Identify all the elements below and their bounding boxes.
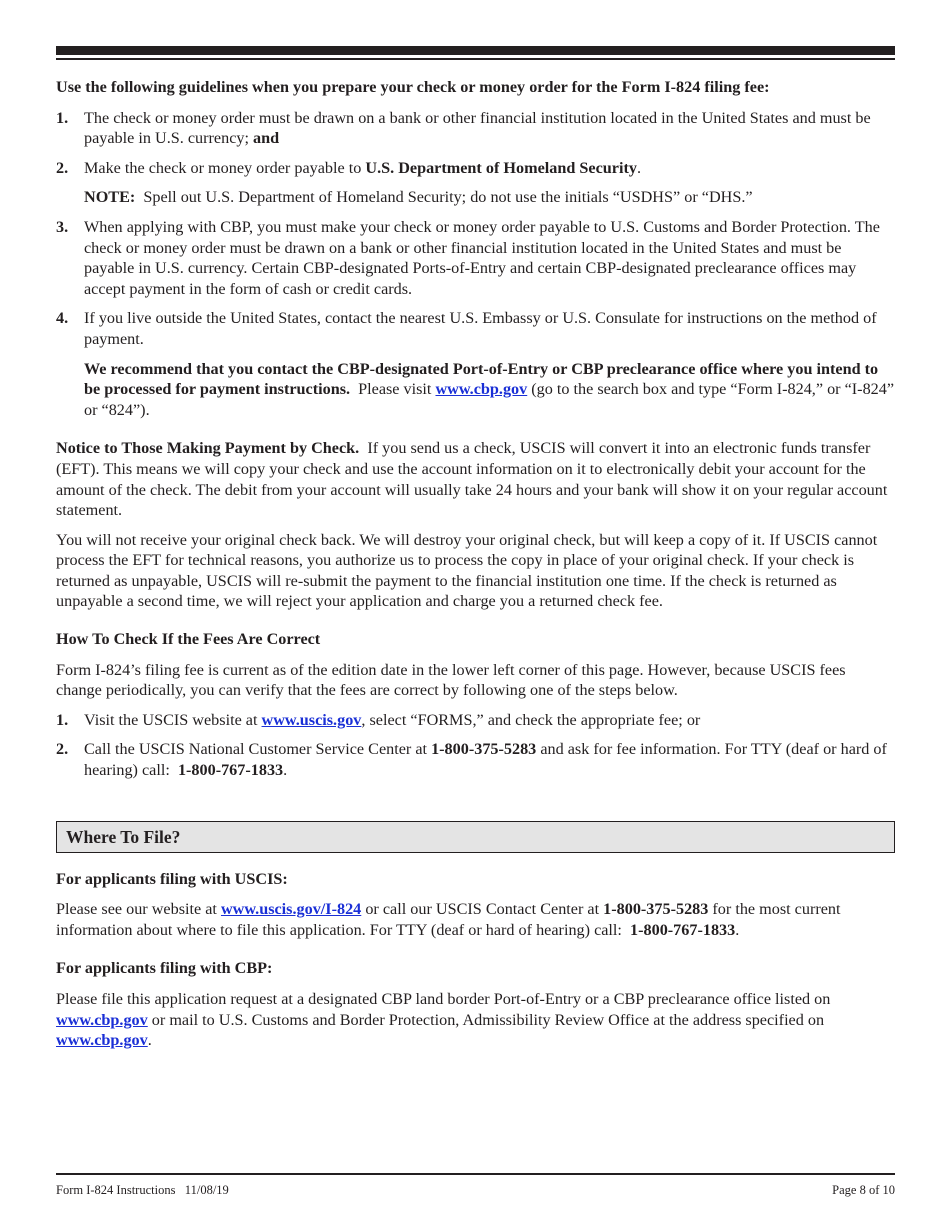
list-number: 2. bbox=[56, 158, 69, 177]
header-rule-thick bbox=[56, 46, 895, 55]
uscis-filing-heading: For applicants filing with USCIS: bbox=[56, 869, 288, 888]
list-number: 1. bbox=[56, 108, 69, 127]
fees-paragraph: Form I-824’s filing fee is current as of the edition date in the lower left corner of this page. However, because USCIS fees change periodically, you can verify that the fees are correct by following one of the steps below. bbox=[56, 660, 846, 700]
page-content bbox=[56, 46, 895, 1051]
recommend-paragraph: We recommend that you contact the CBP-designated Port-of-Entry or CBP preclearance office where you intend to be processed for payment instructions. Please visit www.cbp.gov (go to the search box and type “Form I-824,” or “I-824” or “824”). bbox=[84, 359, 895, 419]
returned-check-paragraph: You will not receive your original check back. We will destroy your original check, but will keep a copy of it. If USCIS cannot process the EFT for technical reasons, you authorize us to process the copy in place of your original check. If your check is returned as unpayable, USCIS will re-submit the payment to the financial institution one time. If the check is returned as unpayable a second time, we will reject your application and charge you a returned check fee. bbox=[56, 530, 878, 611]
guideline-item-1: 1. The check or money order must be drawn on a bank or other financial institution located in the United States and must be payable in U.S. currency; and bbox=[56, 108, 871, 148]
cbp-filing-paragraph: Please file this application request at a designated CBP land border Port-of-Entry or a CBP preclearance office listed on www.cbp.gov or mail to U.S. Customs and Border Protection, Admissibility Review Office at the address specified on www.cbp.gov. bbox=[56, 990, 831, 1050]
footer-form-edition: Form I-824 Instructions 11/08/19 bbox=[56, 1183, 229, 1197]
list-number: 3. bbox=[56, 217, 69, 236]
note-paragraph: NOTE: Spell out U.S. Department of Homeland Security; do not use the initials “USDHS” or “DHS.” bbox=[84, 188, 753, 207]
cbp-link[interactable]: www.cbp.gov bbox=[435, 380, 528, 399]
fees-heading: How To Check If the Fees Are Correct bbox=[56, 630, 321, 649]
footer-rule bbox=[56, 1173, 895, 1175]
uscis-link[interactable]: www.uscis.gov bbox=[261, 710, 362, 729]
cbp-link-2[interactable]: www.cbp.gov bbox=[56, 1031, 148, 1050]
list-number: 4. bbox=[56, 309, 69, 328]
where-to-file-section-header: Where To File? bbox=[56, 821, 895, 853]
cbp-filing-heading: For applicants filing with CBP: bbox=[56, 959, 273, 978]
uscis-i824-link[interactable]: www.uscis.gov/I-824 bbox=[220, 900, 362, 919]
notice-paragraph: Notice to Those Making Payment by Check. If you send us a check, USCIS will convert it into an electronic funds transfer (EFT). This means we will copy your check and use the account information on it to electronically debit your account for the amount of the check. The debit from your account will usually take 24 hours and your bank will show it on your regular account statement. bbox=[56, 439, 888, 520]
fee-guidelines-intro: Use the following guidelines when you prepare your check or money order for the Form I-824 filing fee: bbox=[56, 78, 770, 96]
list-number: 1. bbox=[56, 710, 69, 729]
fees-item-2: 2. Call the USCIS National Customer Service Center at 1-800-375-5283 and ask for fee information. For TTY (deaf or hard of hearing) call: 1-800-767-1833. bbox=[56, 740, 887, 780]
uscis-filing-paragraph: Please see our website at www.uscis.gov/I-824 or call our USCIS Contact Center at 1-800-375-5283 for the most current information about where to file this application. For TTY (deaf or hard of hearing) call: 1-800-767-1833. bbox=[56, 900, 841, 939]
header-rule-thin bbox=[56, 58, 895, 60]
fees-item-1: 1. Visit the USCIS website at www.uscis.gov, select “FORMS,” and check the appropriate fee; or bbox=[56, 710, 701, 729]
guideline-item-2: 2. Make the check or money order payable to U.S. Department of Homeland Security. bbox=[56, 158, 641, 177]
guideline-item-3: 3. When applying with CBP, you must make your check or money order payable to U.S. Customs and Border Protection. The check or money order must be drawn on a bank or other financial institution located in the United States and must be payable in U.S. currency. Certain CBP-designated Ports-of-Entry and certain CBP-designated preclearance offices may accept payment in the form of cash or credit cards. bbox=[56, 217, 880, 298]
guideline-item-4: 4. If you live outside the United States, contact the nearest U.S. Embassy or U.S. Consulate for instructions on the method of payment. bbox=[56, 309, 877, 348]
list-number: 2. bbox=[56, 740, 69, 759]
cbp-link-1[interactable]: www.cbp.gov bbox=[56, 1010, 148, 1029]
footer-page-number: Page 8 of 10 bbox=[832, 1183, 895, 1197]
